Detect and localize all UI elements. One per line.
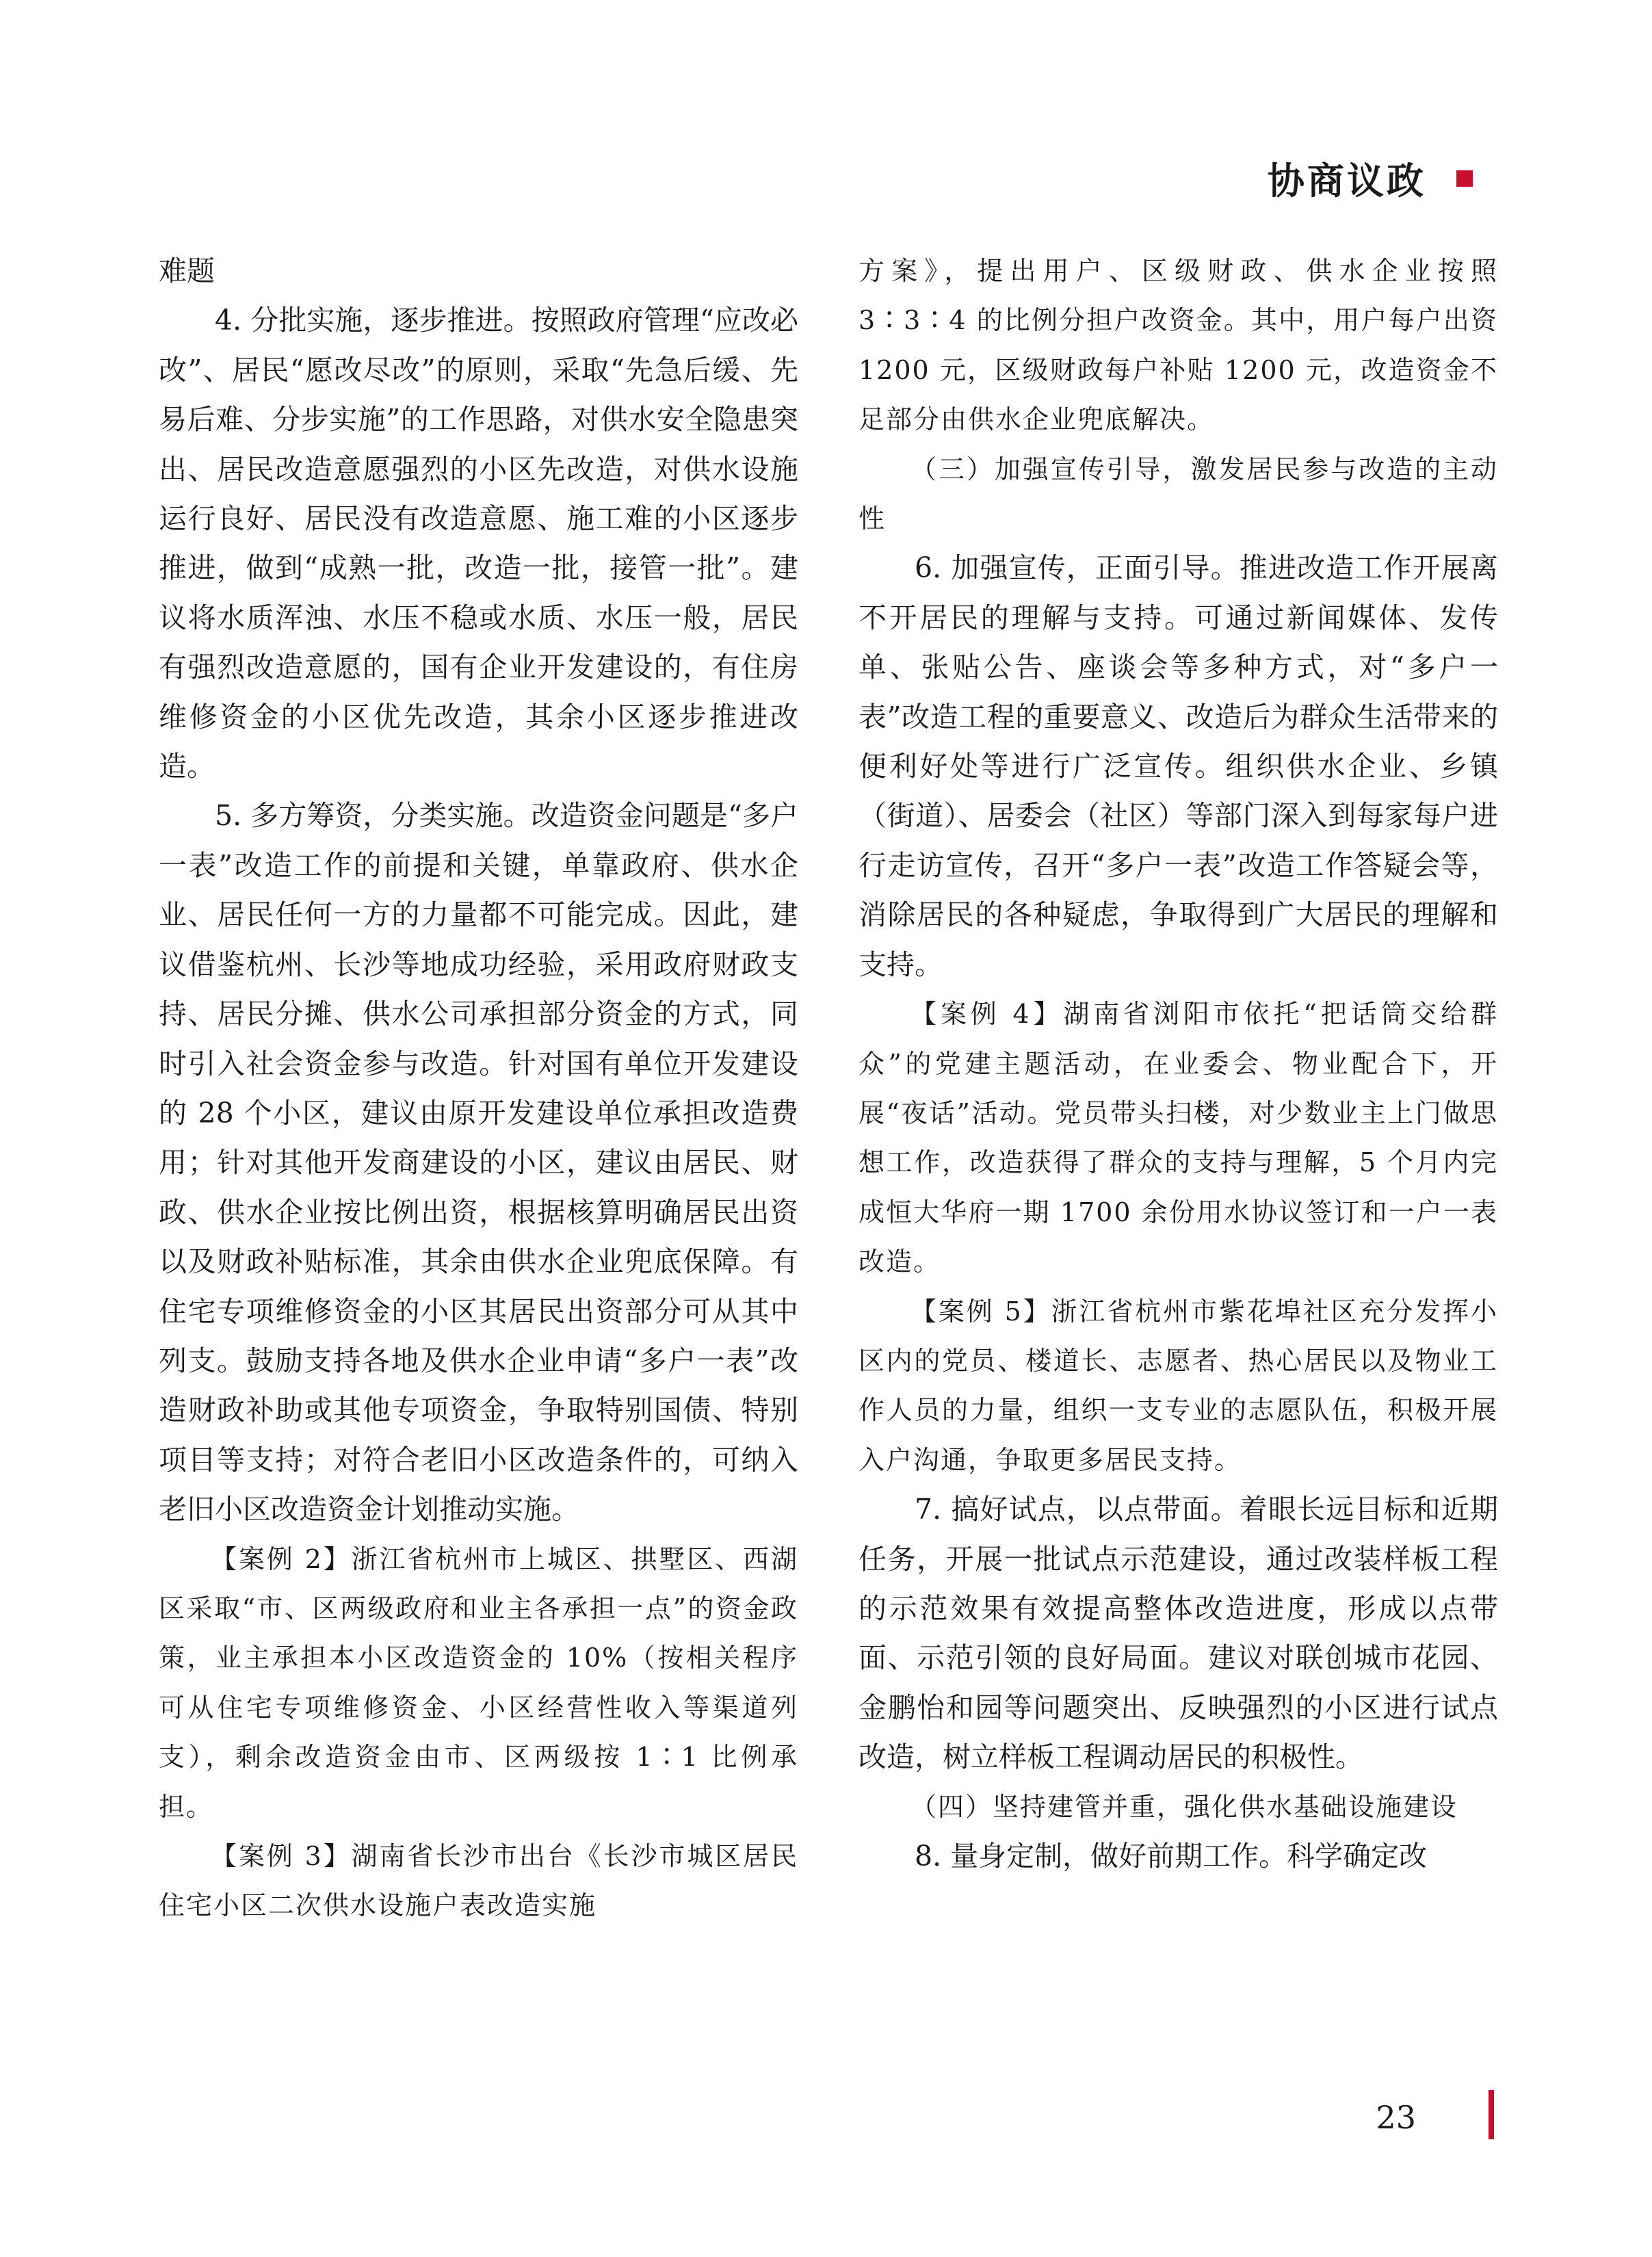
left-paragraph-3: 5. 多方筹资，分类实施。改造资金问题是“多户一表”改造工作的前提和关键，单靠政府、供水企业、居民任何一方的力量都不可能完成。因此，建议借鉴杭州、长沙等地成功经验，采用政府财政支持、居民分摊、供水公司承担部分资金的方式，同时引入社会资金参与改造。针对国有单位开发建设的 28 个小区，建议由原开发建设单位承担改造费用；针对其他开发商建设的小区，建议由居民、财政、供水企业按比例出资，根据核算明确居民出资以及财政补贴标准，其余由供水企业兜底保障。有住宅专项维修资金的小区其居民出资部分可从其中列支。鼓励支持各地及供水企业申请“多户一表”改造财政补助或其他专项资金，争取特别国债、特别项目等支持；对符合老旧小区改造条件的，可纳入老旧小区改造资金计划推动实施。 [159,799,798,1526]
left-paragraph-1: 难题 [159,255,215,287]
case-3-paragraph: 【案例 3】湖南省长沙市出台《长沙市城区居民住宅小区二次供水设施户表改造实施 [159,1841,798,1921]
subsection-heading-4: （四）坚持建管并重，强化供水基础设施建设 [910,1791,1458,1822]
left-column [159,246,798,1931]
right-paragraph-8: 8. 量身定制，做好前期工作。科学确定改 [915,1840,1428,1873]
right-column [858,246,1498,1881]
right-paragraph-1: 方案》，提出用户、区级财政、供水企业按照 3∶3∶4 的比例分担户改资金。其中，用户每户出资 1200 元，区级财政每户补贴 1200 元，改造资金不足部分由供水企业兜底解决。 [858,256,1498,435]
case-5-paragraph: 【案例 5】浙江省杭州市紫花埠社区充分发挥小区内的党员、楼道长、志愿者、热心居民以及物业工作人员的力量，组织一支专业的志愿队伍，积极开展入户沟通，争取更多居民支持。 [858,1296,1498,1475]
right-paragraph-6: 7. 搞好试点，以点带面。着眼长远目标和近期任务，开展一批试点示范建设，通过改装样板工程的示范效果有效提高整体改造进度，形成以点带面、示范引领的良好局面。建议对联创城市花园、金鹏怡和园等问题突出、反映强烈的小区进行试点改造，树立样板工程调动居民的积极性。 [858,1493,1498,1774]
subsection-heading-3: （三）加强宣传引导，激发居民参与改造的主动性 [858,454,1498,534]
section-title: 协商议政 [1268,159,1426,203]
case-4-paragraph: 【案例 4】湖南省浏阳市依托“把话筒交给群众”的党建主题活动，在业委会、物业配合下，开展“夜话”活动。党员带头扫楼，对少数业主上门做思想工作，改造获得了群众的支持与理解，5 个月内完成恒大华府一期 1700 余份用水协议签订和一户一表改造。 [858,999,1498,1277]
section-header [1268,152,1473,205]
left-paragraph-2: 4. 分批实施，逐步推进。按照政府管理“应改必改”、居民“愿改尽改”的原则，采取“先急后缓、先易后难、分步实施”的工作思路，对供水安全隐患突出、居民改造意愿强烈的小区先改造，对供水设施运行良好、居民没有改造意愿、施工难的小区逐步推进，做到“成熟一批，改造一批，接管一批”。建议将水质浑浊、水压不稳或水质、水压一般，居民有强烈改造意愿的，国有企业开发建设的，有住房维修资金的小区优先改造，其余小区逐步推进改造。 [159,304,798,783]
right-paragraph-3: 6. 加强宣传，正面引导。推进改造工作开展离不开居民的理解与支持。可通过新闻媒体、发传单、张贴公告、座谈会等多种方式，对“多户一表”改造工程的重要意义、改造后为群众生活带来的便利好处等进行广泛宣传。组织供水企业、乡镇（街道）、居委会（社区）等部门深入到每家每户进行走访宣传，召开“多户一表”改造工作答疑会等，消除居民的各种疑虑，争取得到广大居民的理解和支持。 [858,551,1498,981]
page-number-bar [1489,2090,1494,2139]
case-2-paragraph: 【案例 2】浙江省杭州市上城区、拱墅区、西湖区采取“市、区两级政府和业主各承担一点”的资金政策，业主承担本小区改造资金的 10%（按相关程序可从住宅专项维修资金、小区经营性收入等渠道列支），剩余改造资金由市、区两级按 1∶1 比例承担。 [159,1543,798,1822]
red-square-marker [1456,170,1473,187]
page-number: 23 [1376,2099,1416,2136]
